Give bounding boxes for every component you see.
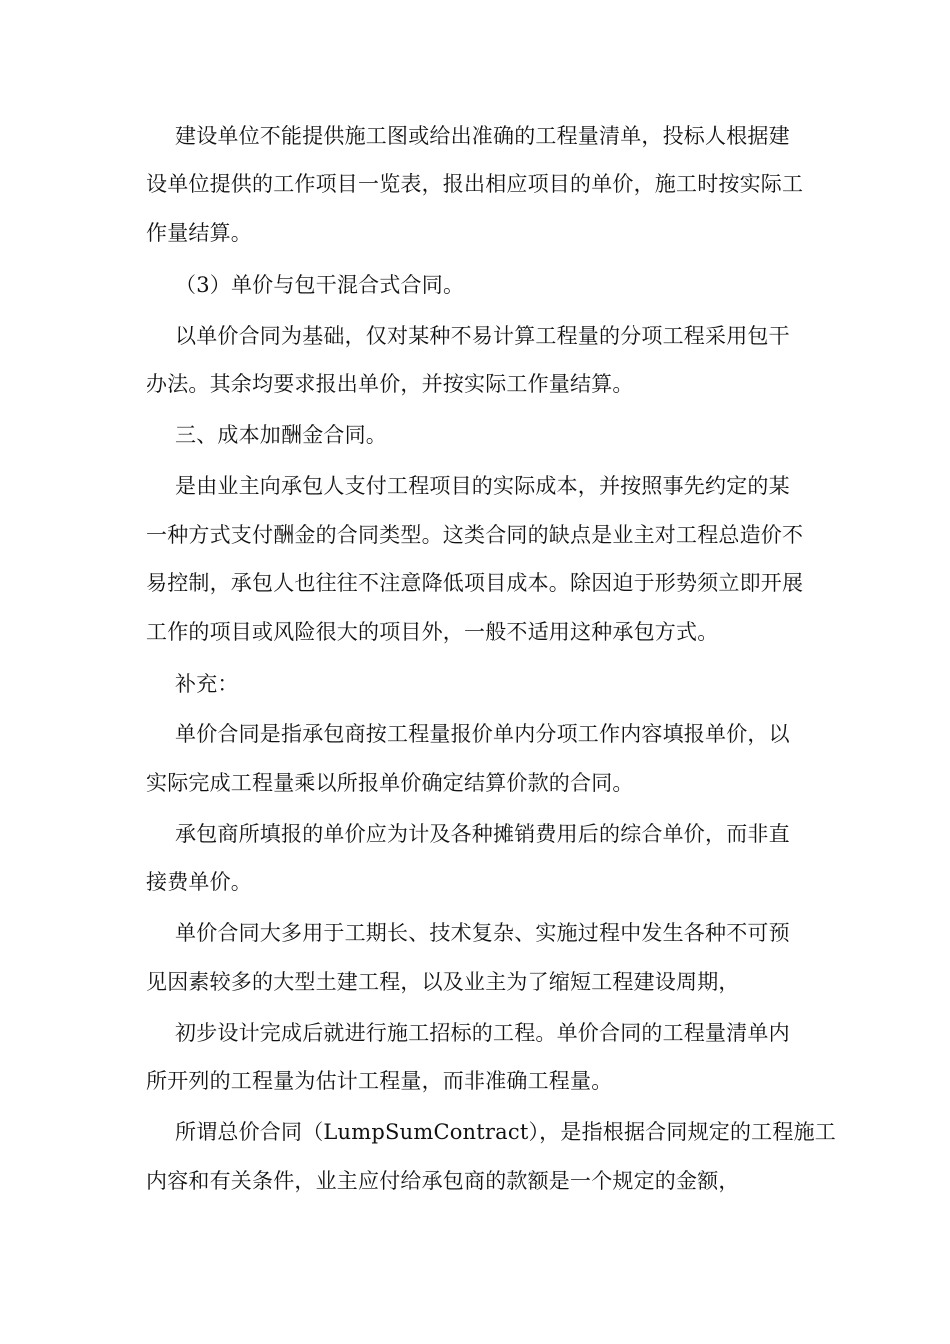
text-line: 办法。其余均要求报出单价，并按实际工作量结算。 <box>146 372 634 396</box>
text-line: 所开列的工程量为估计工程量，而非准确工程量。 <box>146 1069 613 1093</box>
text-line: 三、成本加酬金合同。 <box>175 423 387 447</box>
text-line: 单价合同是指承包商按工程量报价单内分项工作内容填报单价，以 <box>175 722 790 746</box>
text-line: 补充： <box>175 672 239 696</box>
text-line: （3）单价与包干混合式合同。 <box>175 273 465 297</box>
text-line: 建设单位不能提供施工图或给出准确的工程量清单，投标人根据建 <box>175 124 790 148</box>
text-line: 设单位提供的工作项目一览表，报出相应项目的单价，施工时按实际工 <box>146 172 804 196</box>
text-line: 一种方式支付酬金的合同类型。这类合同的缺点是业主对工程总造价不 <box>146 523 804 547</box>
text-line: 内容和有关条件，业主应付给承包商的款额是一个规定的金额， <box>146 1169 740 1193</box>
text-line: 见因素较多的大型土建工程，以及业主为了缩短工程建设周期， <box>146 970 740 994</box>
text-line: 以单价合同为基础，仅对某种不易计算工程量的分项工程采用包干 <box>175 324 790 348</box>
text-line: 单价合同大多用于工期长、技术复杂、实施过程中发生各种不可预 <box>175 921 790 945</box>
text-line: 承包商所填报的单价应为计及各种摊销费用后的综合单价，而非直 <box>175 822 790 846</box>
text-line: 所谓总价合同（LumpSumContract），是指根据合同规定的工程施工 <box>175 1120 836 1144</box>
text-line: 初步设计完成后就进行施工招标的工程。单价合同的工程量清单内 <box>175 1021 790 1045</box>
text-line: 是由业主向承包人支付工程项目的实际成本，并按照事先约定的某 <box>175 474 790 498</box>
text-line: 接费单价。 <box>146 870 252 894</box>
text-line: 作量结算。 <box>146 221 252 245</box>
text-line: 工作的项目或风险很大的项目外，一般不适用这种承包方式。 <box>146 620 719 644</box>
text-line: 实际完成工程量乘以所报单价确定结算价款的合同。 <box>146 771 634 795</box>
text-line: 易控制，承包人也往往不注意降低项目成本。除因迫于形势须立即开展 <box>146 571 804 595</box>
